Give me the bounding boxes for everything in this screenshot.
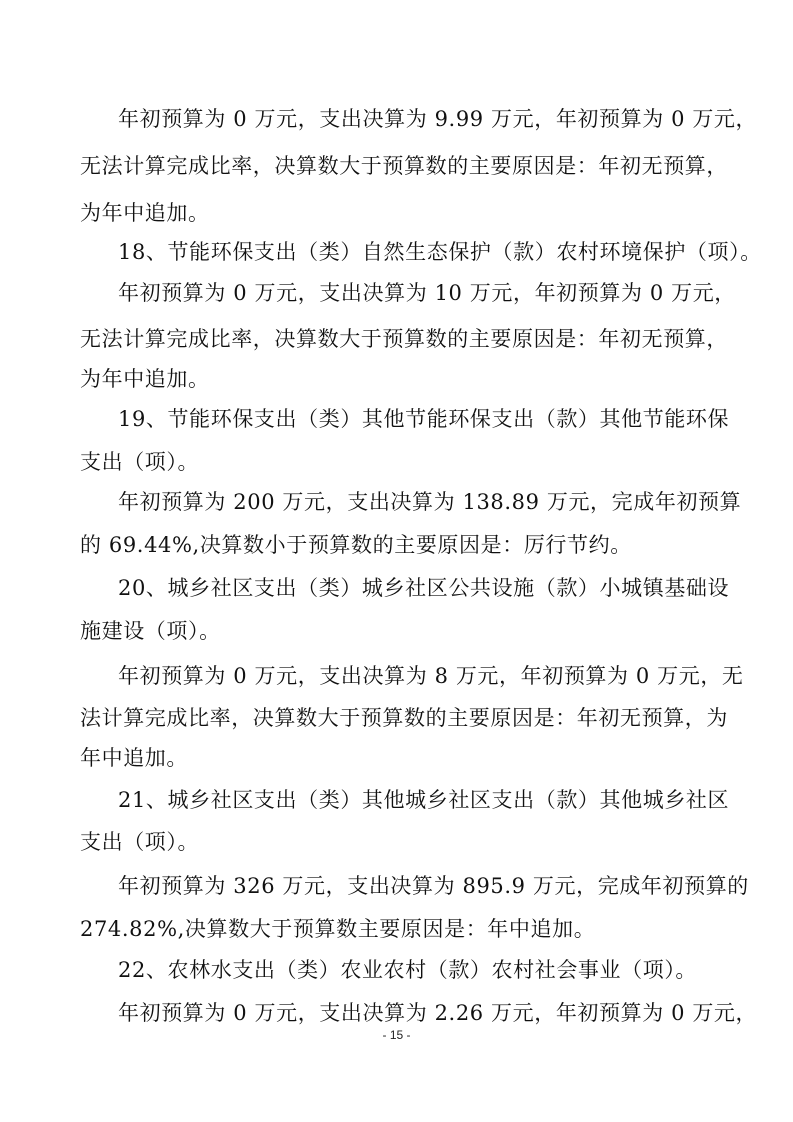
text-line: 年初预算为 0 万元，支出决算为 2.26 万元，年初预算为 0 万元， (118, 1001, 758, 1025)
text-line: 年初预算为 326 万元，支出决算为 895.9 万元，完成年初预算的 (118, 874, 749, 898)
section-heading: 支出（项）。 (80, 830, 200, 854)
text-line: 年初预算为 0 万元，支出决算为 9.99 万元，年初预算为 0 万元， (118, 107, 758, 131)
section-heading: 19、节能环保支出（类）其他节能环保支出（款）其他节能环保 (118, 407, 730, 431)
section-heading: 支出（项）。 (80, 450, 200, 474)
text-line: 年初预算为 0 万元，支出决算为 8 万元，年初预算为 0 万元，无 (118, 664, 744, 688)
text-line: 年中追加。 (80, 746, 188, 770)
text-line: 为年中追加。 (80, 367, 210, 391)
text-line: 法计算完成比率，决算数大于预算数的主要原因是：年初无预算，为 (80, 706, 728, 730)
text-line: 为年中追加。 (80, 201, 210, 225)
section-heading: 21、城乡社区支出（类）其他城乡社区支出（款）其他城乡社区 (118, 788, 730, 812)
text-line: 年初预算为 200 万元，支出决算为 138.89 万元，完成年初预算 (118, 490, 742, 514)
text-line: 年初预算为 0 万元，支出决算为 10 万元，年初预算为 0 万元， (118, 281, 736, 305)
text-line: 无法计算完成比率，决算数大于预算数的主要原因是：年初无预算， (80, 327, 728, 351)
section-heading: 22、农林水支出（类）农业农村（款）农村社会事业（项）。 (118, 958, 698, 982)
text-line: 的 69.44%,决算数小于预算数的主要原因是：厉行节约。 (80, 533, 632, 557)
section-heading: 18、节能环保支出（类）自然生态保护（款）农村环境保护（项）。 (118, 240, 762, 264)
text-line: 274.82%,决算数大于预算数主要原因是：年中追加。 (80, 917, 596, 941)
page-number: - 15 - (382, 1028, 411, 1042)
section-heading: 施建设（项）。 (80, 619, 221, 643)
text-line: 无法计算完成比率，决算数大于预算数的主要原因是：年初无预算， (80, 154, 728, 178)
section-heading: 20、城乡社区支出（类）城乡社区公共设施（款）小城镇基础设 (118, 576, 730, 600)
